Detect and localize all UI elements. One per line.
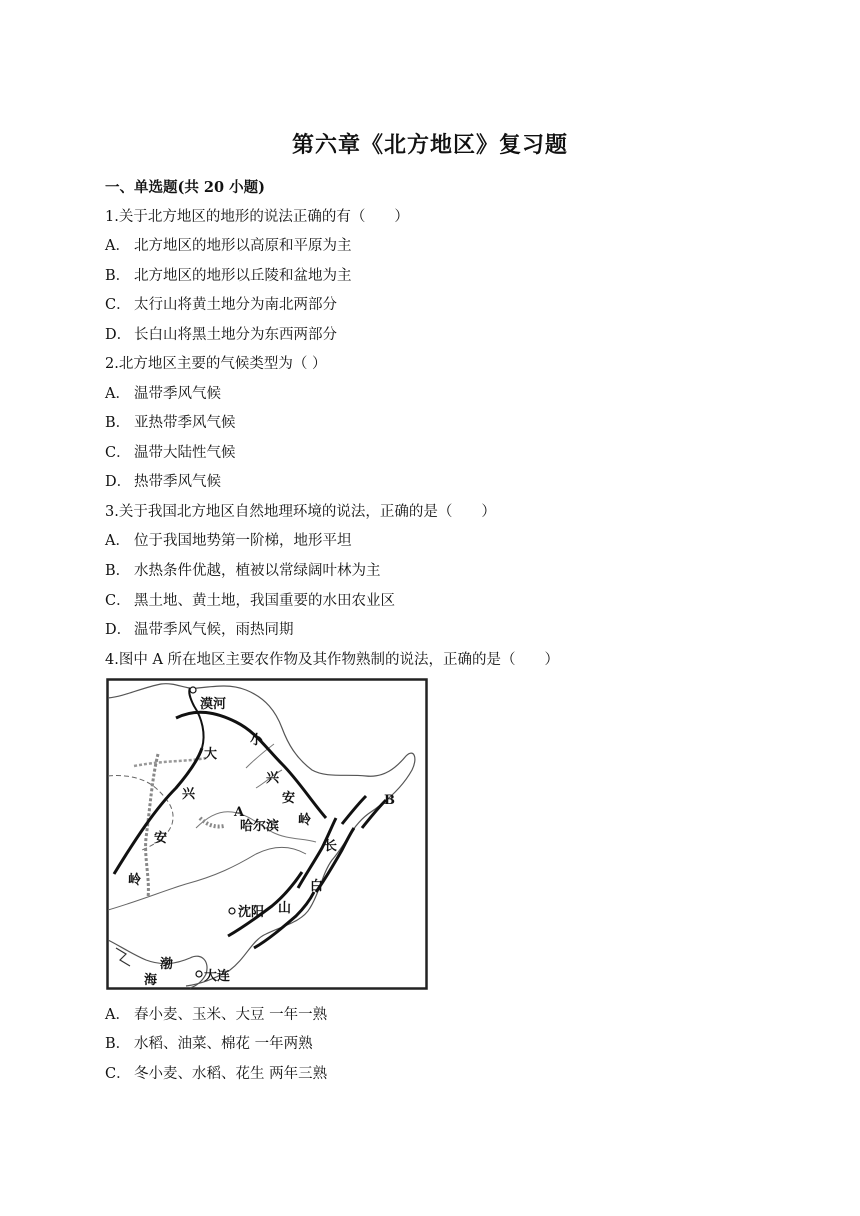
- question-3-option-d: [105, 618, 294, 639]
- question-2-option-b: [105, 411, 236, 432]
- question-4-option-a: [105, 1003, 327, 1024]
- map-label-b: B: [384, 793, 395, 808]
- question-3-stem: 3.关于我国北方地区自然地理环境的说法，正确的是（ ）: [105, 504, 496, 520]
- option-letter: B．: [105, 563, 131, 579]
- option-letter: C．: [105, 593, 131, 609]
- map-label-chang: 长: [324, 839, 338, 854]
- option-letter: D．: [105, 327, 132, 343]
- option-letter: A．: [105, 1007, 130, 1023]
- question-1-stem: 1.关于北方地区的地形的说法正确的有（ ）: [105, 209, 409, 225]
- shenyang-city-dot: [229, 908, 235, 914]
- map-label-xiao: 小: [250, 733, 264, 748]
- option-text: 春小麦、玉米、大豆 一年一熟: [134, 1007, 328, 1023]
- option-letter: A．: [105, 533, 130, 549]
- page-title: 第六章《北方地区》复习题: [291, 132, 568, 158]
- map-label-xing1: 兴: [182, 787, 196, 802]
- option-text: 长白山将黑土地分为东西两部分: [134, 327, 337, 343]
- option-letter: D．: [105, 474, 132, 490]
- map-label-dalian: 大连: [204, 969, 231, 984]
- question-4-option-b: [105, 1032, 313, 1053]
- map-label-shan: 山: [278, 901, 292, 916]
- map-label-xing2: 兴: [266, 771, 280, 786]
- question-2-option-d: [105, 470, 221, 491]
- question-4-stem: 4.图中 A 所在地区主要农作物及其作物熟制的说法，正确的是（ ）: [105, 652, 560, 668]
- option-text: 温带季风气候，雨热同期: [134, 622, 294, 638]
- option-text: 北方地区的地形以高原和平原为主: [134, 238, 352, 254]
- mohe-city-dot: [190, 687, 196, 693]
- option-letter: B．: [105, 1036, 131, 1052]
- option-letter: B．: [105, 268, 131, 284]
- map-svg: [106, 678, 428, 990]
- option-text: 水热条件优越，植被以常绿阔叶林为主: [134, 563, 381, 579]
- question-1-option-a: [105, 234, 352, 255]
- map-label-an2: 安: [282, 791, 296, 806]
- option-letter: D．: [105, 622, 132, 638]
- question-4-option-c: [105, 1062, 327, 1083]
- option-letter: C．: [105, 445, 131, 461]
- option-text: 北方地区的地形以丘陵和盆地为主: [134, 268, 352, 284]
- map-label-bo: 渤: [160, 957, 174, 972]
- option-letter: C．: [105, 297, 131, 313]
- option-text: 温带大陆性气候: [134, 445, 236, 461]
- question-3-option-b: [105, 559, 381, 580]
- question-1-option-c: [105, 293, 337, 314]
- map-label-mohe: 漠河: [200, 697, 227, 712]
- map-label-ling2: 岭: [298, 813, 312, 828]
- option-letter: A．: [105, 386, 130, 402]
- question-3-option-a: [105, 529, 352, 550]
- map-label-shenyang: 沈阳: [238, 905, 265, 920]
- section-heading: 一、单选题(共 20 小题): [105, 179, 265, 196]
- option-letter: A．: [105, 238, 130, 254]
- question-2-option-a: [105, 382, 221, 403]
- map-label-an1: 安: [154, 831, 168, 846]
- map-label-da: 大: [204, 747, 218, 762]
- option-text: 水稻、油菜、棉花 一年两熟: [134, 1036, 313, 1052]
- question-2-stem: 2.北方地区主要的气候类型为（ ）: [105, 356, 327, 372]
- dalian-city-dot: [196, 971, 202, 977]
- option-text: 亚热带季风气候: [134, 415, 236, 431]
- option-text: 冬小麦、水稻、花生 两年三熟: [134, 1066, 328, 1082]
- map-label-hai: 海: [144, 973, 158, 988]
- option-text: 位于我国地势第一阶梯，地形平坦: [134, 533, 352, 549]
- northeast-china-map: [106, 678, 428, 990]
- map-label-harbin: 哈尔滨: [240, 819, 280, 834]
- map-label-bai: 白: [310, 879, 324, 894]
- option-text: 温带季风气候: [134, 386, 221, 402]
- option-letter: C．: [105, 1066, 131, 1082]
- option-text: 太行山将黄土地分为南北两部分: [134, 297, 337, 313]
- option-text: 黑土地、黄土地，我国重要的水田农业区: [134, 593, 395, 609]
- option-letter: B．: [105, 415, 131, 431]
- map-label-ling1: 岭: [128, 873, 142, 888]
- question-2-option-c: [105, 441, 236, 462]
- question-1-option-b: [105, 264, 352, 285]
- map-label-a: A: [234, 805, 245, 820]
- question-3-option-c: [105, 589, 395, 610]
- option-text: 热带季风气候: [134, 474, 221, 490]
- question-1-option-d: [105, 323, 337, 344]
